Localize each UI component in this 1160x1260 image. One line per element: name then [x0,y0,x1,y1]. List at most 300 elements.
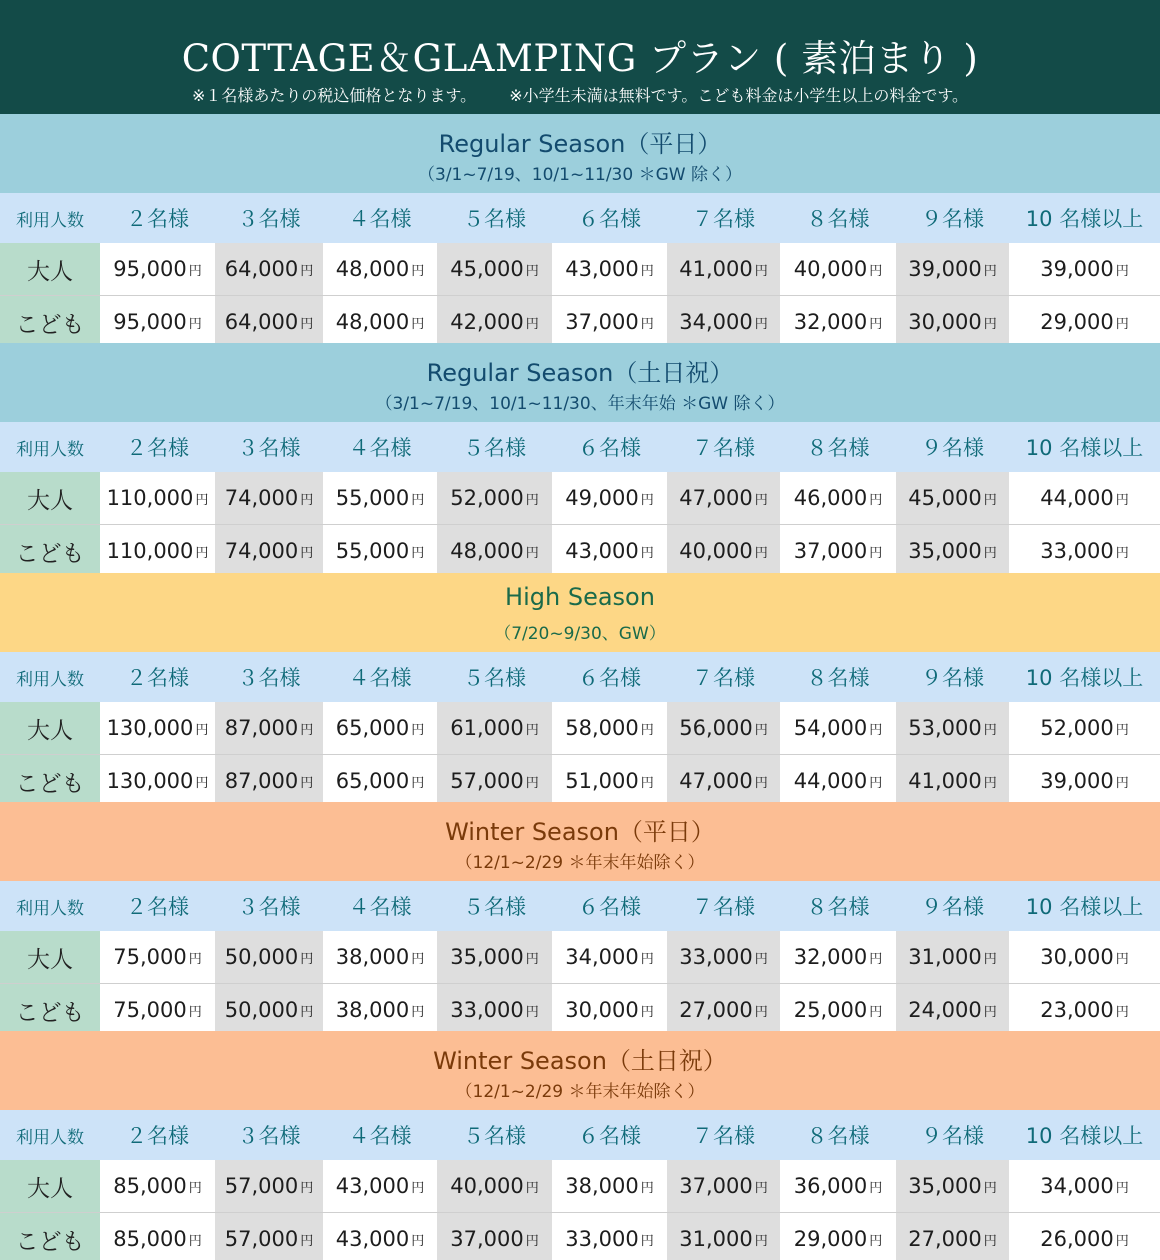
column-header-guests: 利用人数 [16,898,84,919]
price-value: 41,000 [908,769,982,793]
price-cell [215,525,323,573]
price-cell [896,243,1009,295]
price-value: 130,000 [106,769,194,793]
price-cell [215,296,323,343]
price-value: 30,000 [908,310,982,334]
season-dates: （12/1~2/29 ＊年末年始除く） [455,853,705,873]
yen-unit: 円 [300,775,314,791]
child-price-row [0,525,1160,573]
yen-unit: 円 [869,545,883,561]
price-cell [215,243,323,295]
price-value: 29,000 [793,1227,868,1251]
price-cell [215,702,323,754]
price-cell [896,702,1009,754]
note-tax-included: ※１名様あたりの税込価格となります。 [191,86,477,105]
price-value: 51,000 [565,769,639,793]
row-label-adult: 大人 [0,702,100,754]
price-cell [323,1160,437,1212]
yen-unit: 円 [983,263,997,279]
column-header-4: ４名様 [348,666,412,690]
price-value: 50,000 [224,945,299,969]
column-header-guests: 利用人数 [16,1127,84,1148]
price-value: 37,000 [565,310,639,334]
adult-price-row [0,702,1160,755]
price-cell [437,525,552,573]
column-header-guests: 利用人数 [16,669,84,690]
price-value: 25,000 [793,998,868,1022]
yen-unit: 円 [188,316,202,332]
yen-unit: 円 [1115,1233,1129,1249]
column-header-5: ５名様 [463,436,526,460]
price-cell [1009,525,1160,573]
price-cell [437,472,552,524]
price-cell [552,1160,667,1212]
price-cell [437,984,552,1031]
season-title: High Season [505,583,655,611]
price-cell [215,755,323,802]
season-high [0,573,1160,802]
price-value: 46,000 [793,486,868,510]
price-value: 52,000 [1040,716,1114,740]
column-header-9: ９名様 [921,895,984,919]
column-header-8: ８名様 [806,895,870,919]
column-header-8: ８名様 [806,1124,870,1148]
price-cell [667,243,780,295]
yen-unit: 円 [869,775,883,791]
price-value: 39,000 [908,257,982,281]
yen-unit: 円 [300,263,314,279]
price-cell [667,702,780,754]
yen-unit: 円 [754,1004,768,1020]
price-cell [552,984,667,1031]
price-value: 29,000 [1040,310,1114,334]
row-label-adult: 大人 [0,1160,100,1212]
price-cell [215,472,323,524]
price-value: 38,000 [565,1174,639,1198]
yen-unit: 円 [1115,951,1129,967]
note-children: ※小学生未満は無料です。こども料金は小学生以上の料金です。 [509,86,969,105]
column-header-6: ６名様 [578,436,641,460]
column-header-7: ７名様 [692,895,755,919]
yen-unit: 円 [195,545,209,561]
season-title: Regular Season（土日祝） [426,359,734,387]
yen-unit: 円 [300,1233,314,1249]
row-label-child: こども [0,984,100,1031]
yen-unit: 円 [411,545,425,561]
yen-unit: 円 [188,951,202,967]
price-value: 44,000 [1040,486,1114,510]
price-value: 53,000 [908,716,982,740]
column-header-8: ８名様 [806,207,870,231]
column-header-10plus: 10 名様以上 [1025,1124,1144,1148]
yen-unit: 円 [983,1004,997,1020]
price-cell [896,755,1009,802]
price-value: 52,000 [450,486,524,510]
adult-price-row [0,472,1160,525]
column-header-4: ４名様 [348,207,412,231]
price-value: 47,000 [679,486,753,510]
yen-unit: 円 [640,1180,654,1196]
price-value: 34,000 [565,945,639,969]
price-value: 48,000 [450,539,524,563]
season-title: Winter Season（土日祝） [433,1047,727,1075]
price-cell [667,525,780,573]
price-value: 33,000 [450,998,524,1022]
yen-unit: 円 [525,1233,539,1249]
price-cell [323,1213,437,1260]
yen-unit: 円 [525,492,539,508]
column-header-10plus: 10 名様以上 [1025,666,1144,690]
yen-unit: 円 [1115,1180,1129,1196]
price-value: 39,000 [1040,769,1114,793]
yen-unit: 円 [525,316,539,332]
yen-unit: 円 [640,545,654,561]
yen-unit: 円 [300,722,314,738]
column-header-6: ６名様 [578,1124,641,1148]
price-value: 36,000 [793,1174,868,1198]
price-value: 130,000 [106,716,194,740]
price-value: 39,000 [1040,257,1114,281]
price-cell [667,296,780,343]
yen-unit: 円 [300,492,314,508]
season-header [0,573,1160,652]
yen-unit: 円 [188,1004,202,1020]
yen-unit: 円 [640,722,654,738]
price-value: 35,000 [908,539,982,563]
column-header-2: ２名様 [126,1124,189,1148]
yen-unit: 円 [411,1180,425,1196]
season-regular-weekday [0,114,1160,343]
column-header-5: ５名様 [463,207,526,231]
price-cell [1009,243,1160,295]
column-header-9: ９名様 [921,436,984,460]
price-value: 37,000 [450,1227,524,1251]
yen-unit: 円 [1115,1004,1129,1020]
column-header-10plus: 10 名様以上 [1025,207,1144,231]
price-value: 27,000 [679,998,753,1022]
season-header [0,1031,1160,1110]
column-header-row [0,1110,1160,1160]
price-cell [552,243,667,295]
price-cell [896,296,1009,343]
price-cell [896,472,1009,524]
price-value: 30,000 [565,998,639,1022]
adult-price-row [0,1160,1160,1213]
price-cell [323,984,437,1031]
season-dates: （12/1~2/29 ＊年末年始除く） [455,1082,705,1102]
price-value: 42,000 [450,310,524,334]
column-header-7: ７名様 [692,207,755,231]
price-cell [780,702,896,754]
season-regular-weekend [0,343,1160,573]
price-cell [552,931,667,983]
row-label-adult: 大人 [0,243,100,295]
child-price-row [0,1213,1160,1260]
price-cell [323,296,437,343]
yen-unit: 円 [754,1180,768,1196]
yen-unit: 円 [525,722,539,738]
price-cell [323,755,437,802]
column-header-4: ４名様 [348,1124,412,1148]
price-value: 31,000 [908,945,982,969]
price-cell [323,525,437,573]
price-cell [552,1213,667,1260]
price-cell [667,1160,780,1212]
yen-unit: 円 [640,492,654,508]
season-winter-weekday [0,802,1160,1031]
price-value: 40,000 [450,1174,524,1198]
yen-unit: 円 [640,263,654,279]
column-header-10plus: 10 名様以上 [1025,436,1144,460]
price-cell [780,984,896,1031]
price-value: 95,000 [113,310,187,334]
yen-unit: 円 [1115,775,1129,791]
price-cell [323,931,437,983]
yen-unit: 円 [411,722,425,738]
price-cell [437,931,552,983]
price-cell [323,472,437,524]
column-header-6: ６名様 [578,207,641,231]
yen-unit: 円 [195,722,209,738]
price-value: 31,000 [679,1227,753,1251]
price-cell [100,1160,215,1212]
price-value: 55,000 [335,539,410,563]
yen-unit: 円 [754,263,768,279]
title-banner [0,0,1160,114]
column-header-6: ６名様 [578,666,641,690]
price-value: 34,000 [1040,1174,1114,1198]
price-value: 85,000 [113,1174,187,1198]
yen-unit: 円 [754,316,768,332]
season-header [0,114,1160,193]
yen-unit: 円 [869,1004,883,1020]
price-cell [100,931,215,983]
row-label-child: こども [0,525,100,573]
yen-unit: 円 [411,492,425,508]
price-cell [100,702,215,754]
yen-unit: 円 [188,263,202,279]
column-header-7: ７名様 [692,1124,755,1148]
yen-unit: 円 [640,316,654,332]
price-value: 33,000 [1040,539,1114,563]
season-title: Winter Season（平日） [445,818,715,846]
price-cell [780,296,896,343]
yen-unit: 円 [869,316,883,332]
column-header-9: ９名様 [921,207,984,231]
price-cell [780,525,896,573]
child-price-row [0,296,1160,343]
yen-unit: 円 [195,775,209,791]
yen-unit: 円 [1115,316,1129,332]
yen-unit: 円 [983,316,997,332]
price-cell [1009,755,1160,802]
season-header [0,343,1160,422]
price-cell [437,296,552,343]
yen-unit: 円 [411,1004,425,1020]
row-label-adult: 大人 [0,472,100,524]
yen-unit: 円 [411,951,425,967]
price-cell [667,1213,780,1260]
yen-unit: 円 [983,951,997,967]
price-cell [1009,1160,1160,1212]
season-dates: （7/20~9/30、GW） [494,624,666,644]
price-value: 55,000 [335,486,410,510]
price-cell [1009,296,1160,343]
price-cell [100,296,215,343]
yen-unit: 円 [1115,722,1129,738]
price-cell [437,702,552,754]
price-cell [552,755,667,802]
price-cell [437,755,552,802]
yen-unit: 円 [869,951,883,967]
column-header-2: ２名様 [126,895,189,919]
yen-unit: 円 [754,1233,768,1249]
price-value: 110,000 [106,539,194,563]
column-header-3: ３名様 [237,1124,301,1148]
yen-unit: 円 [411,1233,425,1249]
price-value: 23,000 [1040,998,1114,1022]
price-value: 48,000 [335,310,410,334]
yen-unit: 円 [411,263,425,279]
yen-unit: 円 [300,951,314,967]
price-cell [215,931,323,983]
row-label-child: こども [0,755,100,802]
yen-unit: 円 [195,492,209,508]
price-cell [1009,931,1160,983]
price-value: 110,000 [106,486,194,510]
price-value: 37,000 [679,1174,753,1198]
price-note [0,83,1160,106]
column-header-3: ３名様 [237,666,301,690]
price-value: 26,000 [1040,1227,1114,1251]
price-cell [215,1160,323,1212]
price-value: 43,000 [335,1227,410,1251]
price-value: 32,000 [793,945,868,969]
price-cell [896,1160,1009,1212]
column-header-9: ９名様 [921,1124,984,1148]
yen-unit: 円 [640,1004,654,1020]
yen-unit: 円 [640,1233,654,1249]
price-cell [552,296,667,343]
yen-unit: 円 [983,1233,997,1249]
price-cell [100,755,215,802]
price-cell [1009,702,1160,754]
row-label-child: こども [0,296,100,343]
price-value: 85,000 [113,1227,187,1251]
yen-unit: 円 [300,1004,314,1020]
price-cell [780,755,896,802]
column-header-5: ５名様 [463,666,526,690]
price-value: 75,000 [113,998,187,1022]
yen-unit: 円 [983,545,997,561]
column-header-row [0,881,1160,931]
price-value: 65,000 [335,716,410,740]
price-value: 32,000 [793,310,868,334]
yen-unit: 円 [640,775,654,791]
price-value: 61,000 [450,716,524,740]
season-dates: （3/1~7/19、10/1~11/30、年末年始 ＊GW 除く） [375,394,785,414]
adult-price-row [0,931,1160,984]
column-header-row [0,193,1160,243]
price-cell [437,1213,552,1260]
price-value: 41,000 [679,257,753,281]
price-value: 64,000 [224,257,299,281]
column-header-7: ７名様 [692,436,755,460]
yen-unit: 円 [754,722,768,738]
price-value: 40,000 [679,539,753,563]
column-header-row [0,652,1160,702]
price-value: 74,000 [224,486,299,510]
yen-unit: 円 [300,1180,314,1196]
price-cell [100,243,215,295]
price-cell [437,243,552,295]
yen-unit: 円 [1115,263,1129,279]
yen-unit: 円 [188,1233,202,1249]
price-value: 57,000 [450,769,524,793]
price-value: 38,000 [335,945,410,969]
yen-unit: 円 [1115,545,1129,561]
yen-unit: 円 [525,545,539,561]
yen-unit: 円 [411,316,425,332]
price-value: 64,000 [224,310,299,334]
price-value: 47,000 [679,769,753,793]
yen-unit: 円 [754,951,768,967]
yen-unit: 円 [188,1180,202,1196]
season-title: Regular Season（平日） [438,130,722,158]
column-header-5: ５名様 [463,895,526,919]
price-cell [667,472,780,524]
price-value: 33,000 [565,1227,639,1251]
column-header-4: ４名様 [348,895,412,919]
price-cell [667,755,780,802]
price-value: 27,000 [908,1227,982,1251]
column-header-3: ３名様 [237,895,301,919]
column-header-row [0,422,1160,472]
price-cell [1009,472,1160,524]
price-cell [215,1213,323,1260]
price-cell [552,525,667,573]
price-value: 75,000 [113,945,187,969]
page-title: COTTAGE＆GLAMPING プラン ( 素泊まり ) [181,37,979,80]
price-cell [780,1213,896,1260]
price-value: 58,000 [565,716,639,740]
yen-unit: 円 [411,775,425,791]
yen-unit: 円 [869,492,883,508]
price-cell [780,243,896,295]
yen-unit: 円 [525,263,539,279]
price-value: 45,000 [450,257,524,281]
yen-unit: 円 [869,722,883,738]
column-header-7: ７名様 [692,666,755,690]
column-header-10plus: 10 名様以上 [1025,895,1144,919]
column-header-5: ５名様 [463,1124,526,1148]
price-value: 43,000 [565,539,639,563]
column-header-3: ３名様 [237,207,301,231]
price-value: 40,000 [793,257,868,281]
price-value: 35,000 [908,1174,982,1198]
column-header-9: ９名様 [921,666,984,690]
yen-unit: 円 [983,722,997,738]
price-value: 56,000 [679,716,753,740]
row-label-child: こども [0,1213,100,1260]
yen-unit: 円 [983,492,997,508]
yen-unit: 円 [869,1233,883,1249]
season-header [0,802,1160,881]
price-value: 43,000 [565,257,639,281]
yen-unit: 円 [300,545,314,561]
price-cell [780,931,896,983]
column-header-4: ４名様 [348,436,412,460]
